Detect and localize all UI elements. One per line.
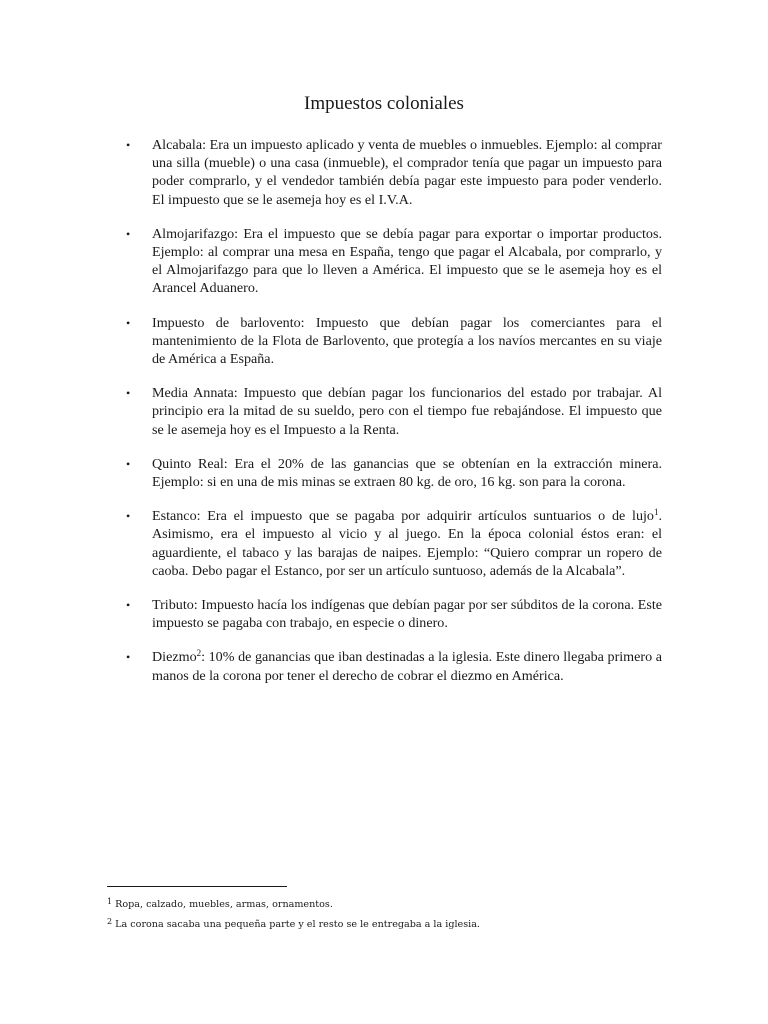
item-text: Alcabala: Era un impuesto aplicado y venta de muebles o inmuebles. Ejemplo: al comprar una silla (mueble) o una casa (inmueble), el comprador tenía que pagar un impuesto para poder comprarlo, y el vendedor también debía pagar este impuesto para poder venderlo. El impuesto que se le asemeja hoy es el I.V.A. — [152, 137, 662, 208]
item-text-continued: . Asimismo, era el impuesto al vicio y al juego. En la época colonial éstos eran: el aguardiente, el tabaco y las barajas de naipes. Ejemplo: “Quiero comprar un ropero de caoba. Debo pagar el Estanco, por ser un artículo suntuoso, además de la Alcabala”. — [152, 508, 662, 579]
item-text: Media Annata: Impuesto que debían pagar los funcionarios del estado por trabajar. Al principio era la mitad de su sueldo, pero con el tiempo fue rebajándose. El impuesto que se le asemeja hoy es el Impuesto a la Renta. — [152, 385, 662, 438]
item-text: Tributo: Impuesto hacía los indígenas que debían pagar por ser súbditos de la corona. Este impuesto se pagaba con trabajo, en especie o dinero. — [152, 597, 662, 632]
footnote-text: Ropa, calzado, muebles, armas, ornamentos. — [115, 899, 333, 910]
footnote-1 — [107, 895, 667, 915]
footnotes — [107, 895, 667, 935]
item-text: Quinto Real: Era el 20% de las ganancias que se obtenían en la extracción minera. Ejemplo: si en una de mis minas se extraen 80 kg. de oro, 16 kg. son para la corona. — [152, 455, 662, 491]
footnote-separator — [107, 886, 287, 887]
bullet-icon: • — [126, 138, 131, 152]
list-item-alcabala — [126, 136, 662, 209]
bullet-icon: • — [126, 226, 131, 241]
list-item-estanco — [126, 507, 662, 580]
footnote-ref-2[interactable]: 2 — [196, 648, 202, 659]
list-item-almojarifazgo — [126, 225, 662, 298]
item-text: Diezmo — [152, 649, 197, 666]
list-item-tributo — [126, 596, 662, 632]
list-item-media-annata — [126, 384, 662, 439]
list-item-quinto-real — [126, 455, 662, 491]
item-text: Impuesto de barlovento: Impuesto que debían pagar los comerciantes para el mantenimiento de la Flota de Barlovento, que protegía a los navíos mercantes en su viaje de América a España. — [152, 314, 662, 368]
footnote-2 — [107, 915, 667, 935]
footnote-number: 2 — [107, 917, 113, 926]
list-item-diezmo — [126, 648, 662, 684]
footnote-number: 1 — [107, 897, 113, 906]
item-text: Estanco: Era el impuesto que se pagaba por adquirir artículos suntuarios o de lujo — [152, 508, 654, 525]
bullet-icon: • — [126, 509, 131, 524]
footnote-ref-1[interactable]: 1 — [653, 507, 659, 518]
bullet-icon: • — [126, 386, 131, 401]
bullet-icon: • — [126, 598, 131, 613]
footnote-text: La corona sacaba una pequeña parte y el resto se le entregaba a la iglesia. — [115, 919, 480, 930]
bullet-icon: • — [126, 456, 131, 471]
list-item-barlovento — [126, 314, 662, 369]
bullet-icon: • — [126, 650, 131, 665]
tax-list — [126, 136, 662, 701]
item-text-continued: : 10% de ganancias que iban destinadas a la iglesia. Este dinero llegaba primero a manos de la corona por tener el derecho de cobrar el diezmo en América. — [152, 649, 662, 684]
bullet-icon: • — [126, 315, 131, 330]
item-text: Almojarifazgo: Era el impuesto que se debía pagar para exportar o importar productos. Ejemplo: al comprar una mesa en España, tengo que pagar el Alcabala, por comprarlo, y el Almojarifazgo para que lo lleven a América. El impuesto que se le asemeja hoy es el Arancel Aduanero. — [152, 225, 662, 297]
document-title: Impuestos coloniales — [304, 93, 464, 114]
